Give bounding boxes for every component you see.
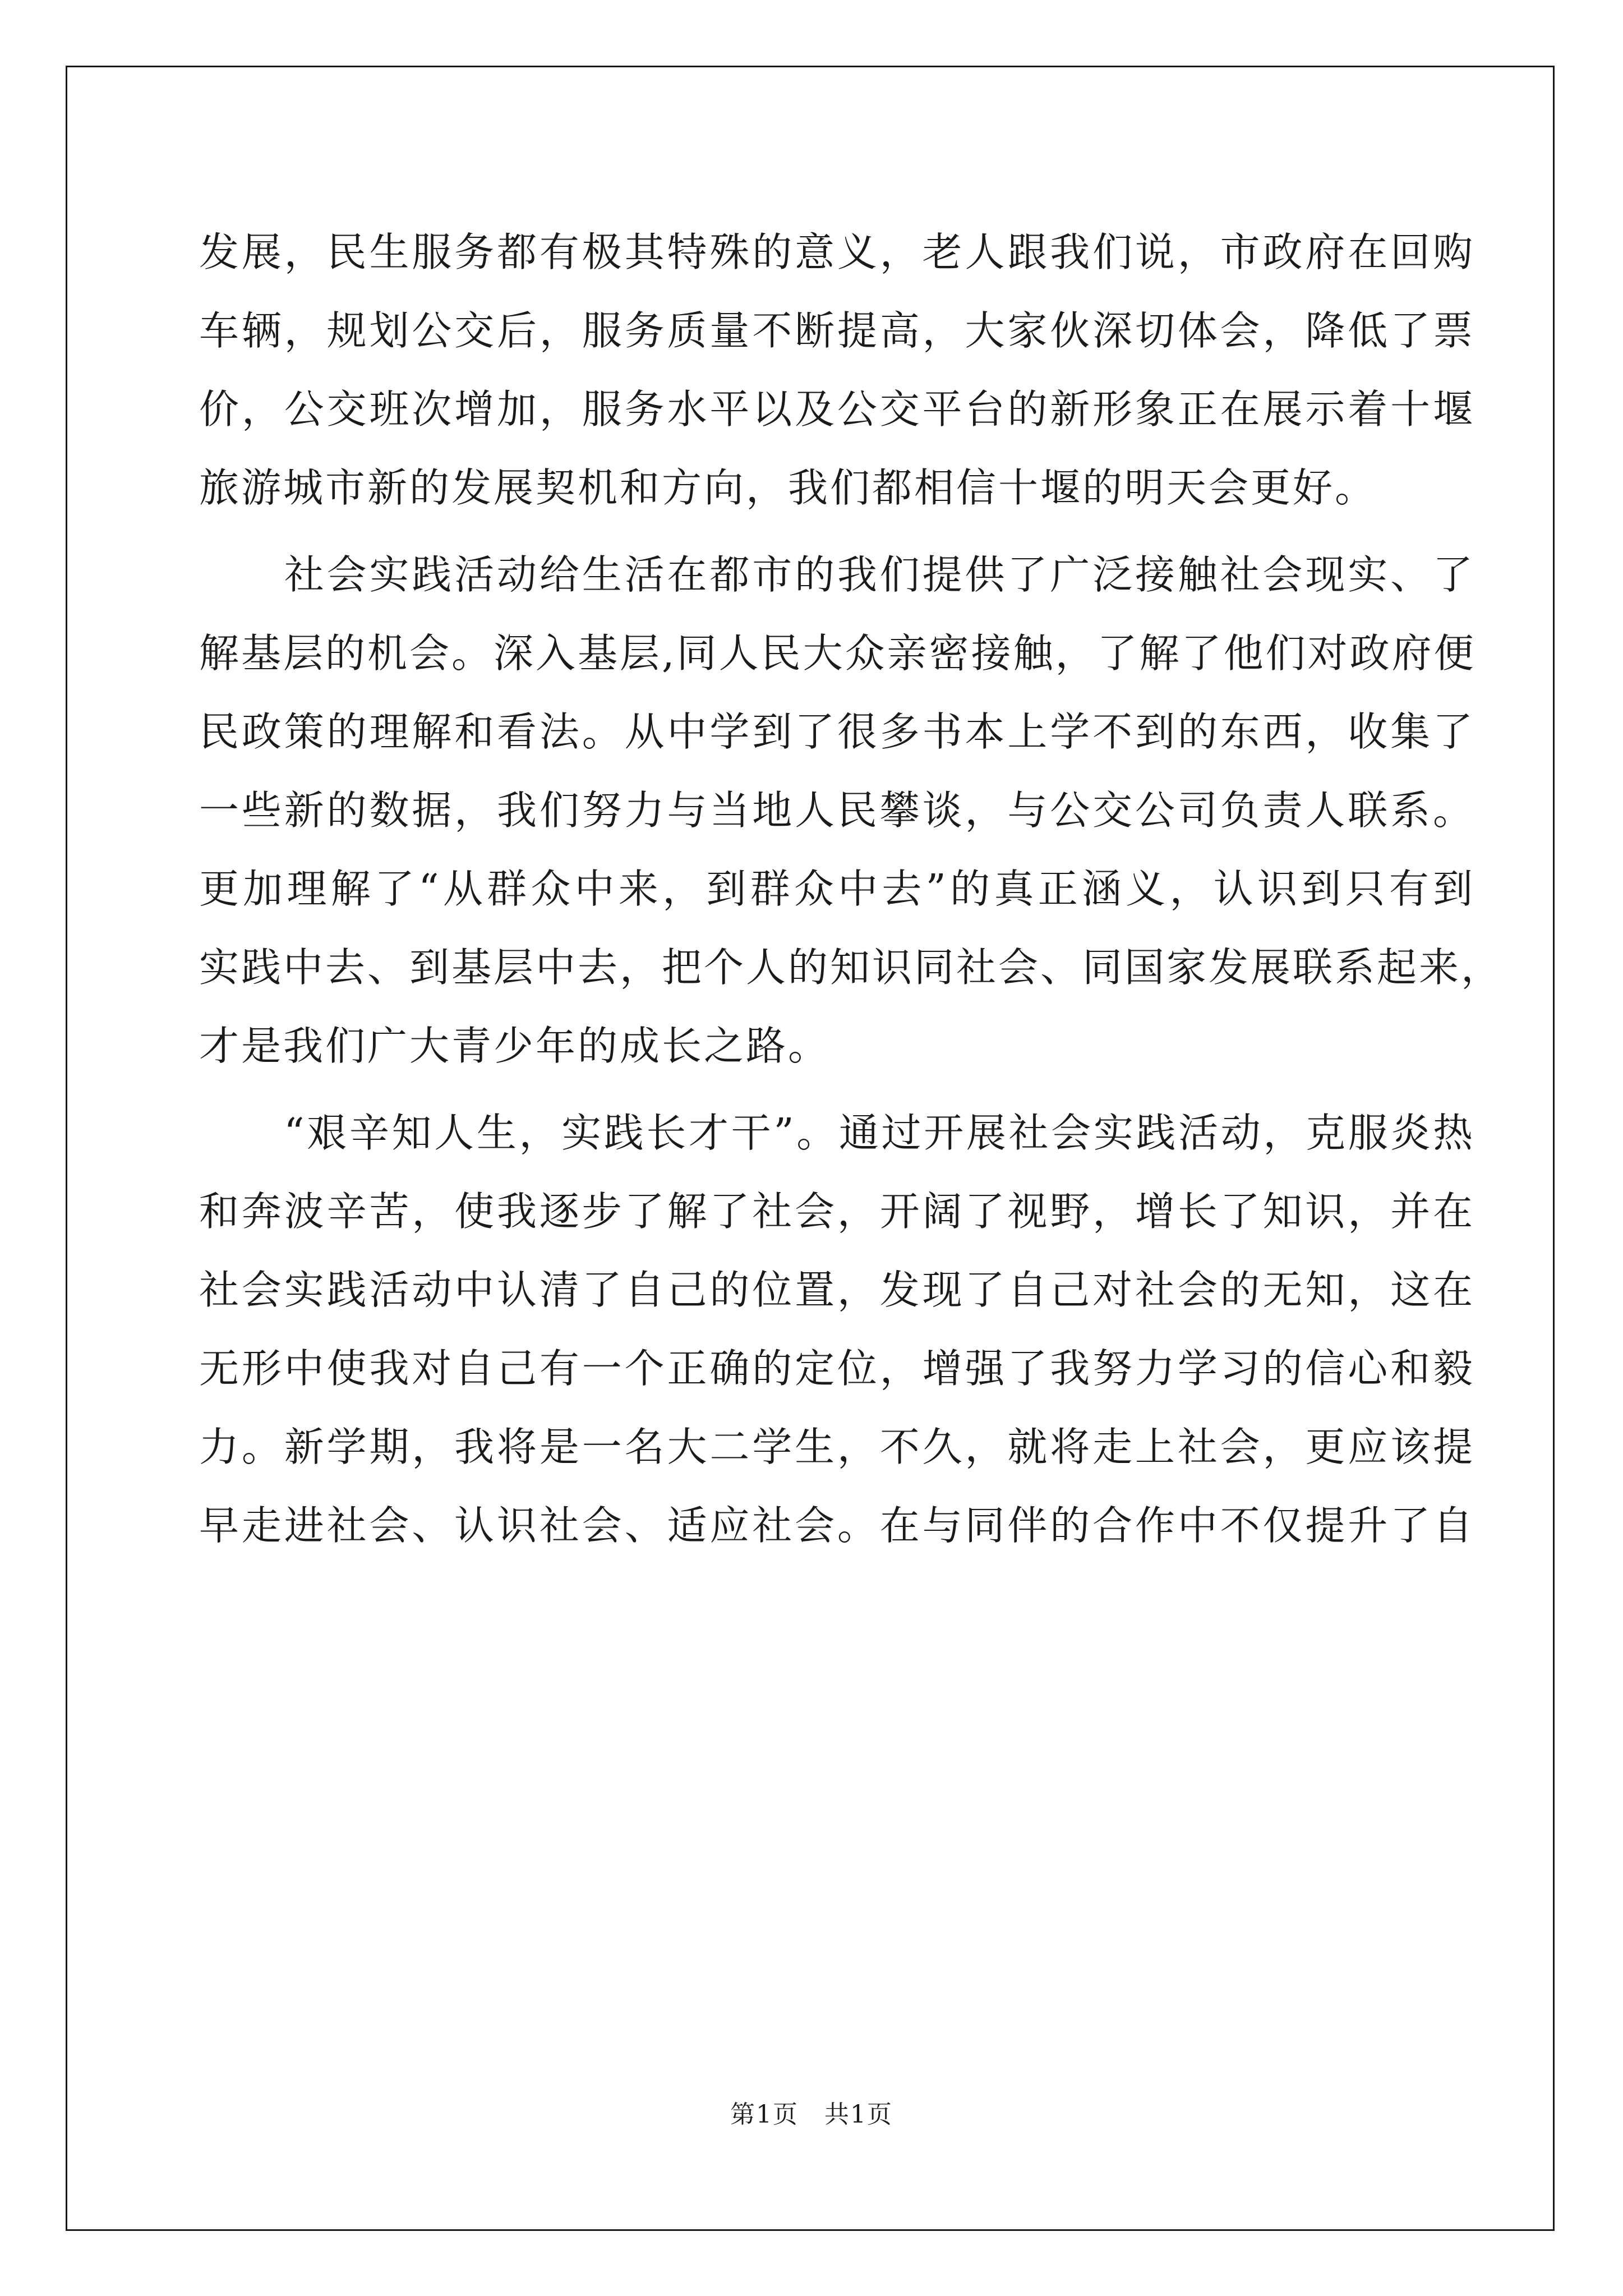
text-line: 社会实践活动中认清了自己的位置，发现了自己对社会的无知，这在 xyxy=(199,1267,1475,1313)
text-line: 早走进社会、认识社会、适应社会。在与同伴的合作中不仅提升了自 xyxy=(199,1502,1475,1549)
text-line: 实践中去、到基层中去，把个人的知识同社会、同国家发展联系起来， xyxy=(199,944,1504,991)
text-line: 民政策的理解和看法。从中学到了很多书本上学不到的东西，收集了 xyxy=(199,708,1475,755)
text-line: 和奔波辛苦，使我逐步了解了社会，开阔了视野，增长了知识，并在 xyxy=(199,1188,1475,1235)
text-line: 无形中使我对自己有一个正确的定位，增强了我努力学习的信心和毅 xyxy=(199,1345,1475,1392)
text-line: 力。新学期，我将是一名大二学生，不久，就将走上社会，更应该提 xyxy=(199,1424,1475,1470)
text-line: 解基层的机会。深入基层,同人民大众亲密接触，了解了他们对政府便 xyxy=(199,630,1476,677)
text-line: 旅游城市新的发展契机和方向，我们都相信十堰的明天会更好。 xyxy=(199,464,1377,511)
page-footer xyxy=(0,2098,1623,2132)
text-line: 社会实践活动给生活在都市的我们提供了广泛接触社会现实、了 xyxy=(199,551,1475,598)
text-line: 价，公交班次增加，服务水平以及公交平台的新形象正在展示着十堰 xyxy=(199,386,1475,432)
text-line: 车辆，规划公交后，服务质量不断提高，大家伙深切体会，降低了票 xyxy=(199,307,1475,354)
text-line: “艰辛知人生，实践长才干”。通过开展社会实践活动，克服炎热 xyxy=(199,1110,1475,1156)
text-line: 才是我们广大青少年的成长之路。 xyxy=(199,1023,831,1069)
text-line: 一些新的数据，我们努力与当地人民攀谈，与公交公司负责人联系。 xyxy=(199,787,1475,834)
text-line: 发展，民生服务都有极其特殊的意义，老人跟我们说，市政府在回购 xyxy=(199,229,1475,275)
page-number: 第1页 共1页 xyxy=(730,2100,893,2129)
text-line: 更加理解了“从群众中来，到群众中去”的真正涵义，认识到只有到 xyxy=(199,866,1475,912)
